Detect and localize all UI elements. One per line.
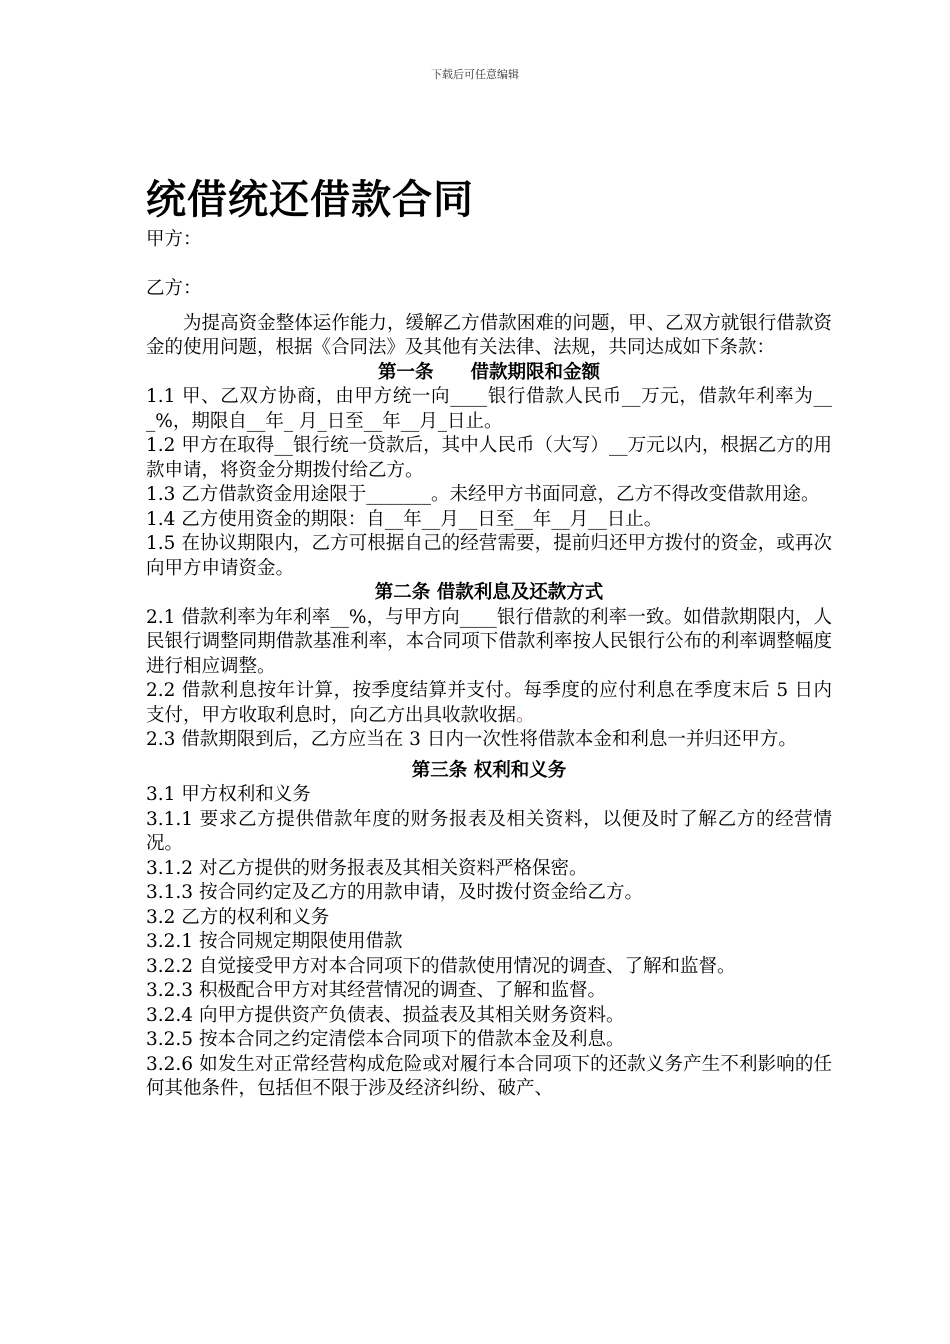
clause-3-2-6: 3.2.6 如发生对正常经营构成危险或对履行本合同项下的还款义务产生不利影响的任何其他条件，包括但不限于涉及经济纠纷、破产、 (146, 1053, 832, 1099)
clause-2-2-text: 2.2 借款利息按年计算，按季度结算并支付。每季度的应付利息在季度末后 5 日内支付，甲方收取利息时，向乙方出具收款收据 (146, 680, 832, 726)
clause-1-2: 1.2 甲方在取得__银行统一贷款后，其中人民币（大写）__万元以内，根据乙方的用款申请，将资金分期拨付给乙方。 (146, 435, 832, 481)
clause-3-2-3: 3.2.3 积极配合甲方对其经营情况的调查、了解和监督。 (146, 980, 606, 1001)
party-a-label: 甲方： (146, 229, 202, 250)
clause-3-1: 3.1 甲方权利和义务 (146, 784, 311, 805)
clause-1-1: 1.1 甲、乙双方协商，由甲方统一向____银行借款人民币__万元，借款年利率为___%，期限自__年_ 月_日至__年__月_日止。 (146, 386, 832, 432)
clause-3-2-2: 3.2.2 自觉接受甲方对本合同项下的借款使用情况的调查、了解和监督。 (146, 955, 736, 977)
clause-2-3: 2.3 借款期限到后，乙方应当在 3 日内一次性将借款本金和利息一并归还甲方。 (146, 729, 797, 750)
clause-3-2: 3.2 乙方的权利和义务 (146, 906, 330, 928)
clause-3-2-5: 3.2.5 按本合同之约定清偿本合同项下的借款本金及利息。 (146, 1029, 625, 1050)
intro-paragraph: 为提高资金整体运作能力，缓解乙方借款困难的问题，甲、乙双方就银行借款资金的使用问题，根据《合同法》及其他有关法律、法规，共同达成如下条款： (146, 312, 832, 358)
document-body (146, 172, 832, 1102)
clause-2-1: 2.1 借款利率为年利率__%，与甲方向____银行借款的利率一致。如借款期限内，人民银行调整同期借款基准利率，本合同项下借款利率按人民银行公布的利率调整幅度进行相应调整。 (146, 606, 832, 677)
clause-1-4: 1.4 乙方使用资金的期限：自__年__月__日至__年__月__日止。 (146, 508, 663, 530)
clause-1-3: 1.3 乙方借款资金用途限于_______。未经甲方书面同意，乙方不得改变借款用途。 (146, 484, 820, 505)
section-3-heading: 第三条 权利和义务 (411, 759, 567, 781)
header-note: 下载后可任意编辑 (431, 68, 519, 81)
section-1-heading: 第一条 借款期限和金额 (377, 361, 600, 383)
clause-3-1-1: 3.1.1 要求乙方提供借款年度的财务报表及相关资料，以便及时了解乙方的经营情况。 (146, 808, 832, 854)
clause-2-2-end-mark: 。 (516, 704, 535, 726)
document-title: 统借统还借款合同 (146, 177, 474, 223)
clause-3-2-4: 3.2.4 向甲方提供资产负债表、损益表及其相关财务资料。 (146, 1004, 625, 1026)
clause-3-2-1: 3.2.1 按合同规定期限使用借款 (146, 931, 403, 952)
section-2-heading: 第二条 借款利息及还款方式 (374, 582, 604, 603)
clause-3-1-2: 3.1.2 对乙方提供的财务报表及其相关资料严格保密。 (146, 857, 588, 879)
clause-3-1-3: 3.1.3 按合同约定及乙方的用款申请，及时拨付资金给乙方。 (146, 882, 643, 903)
party-b-label: 乙方： (146, 278, 202, 299)
clause-2-2 (146, 679, 832, 728)
clause-1-5: 1.5 在协议期限内，乙方可根据自己的经营需要，提前归还甲方拨付的资金，或再次向甲方申请资金。 (146, 533, 832, 579)
